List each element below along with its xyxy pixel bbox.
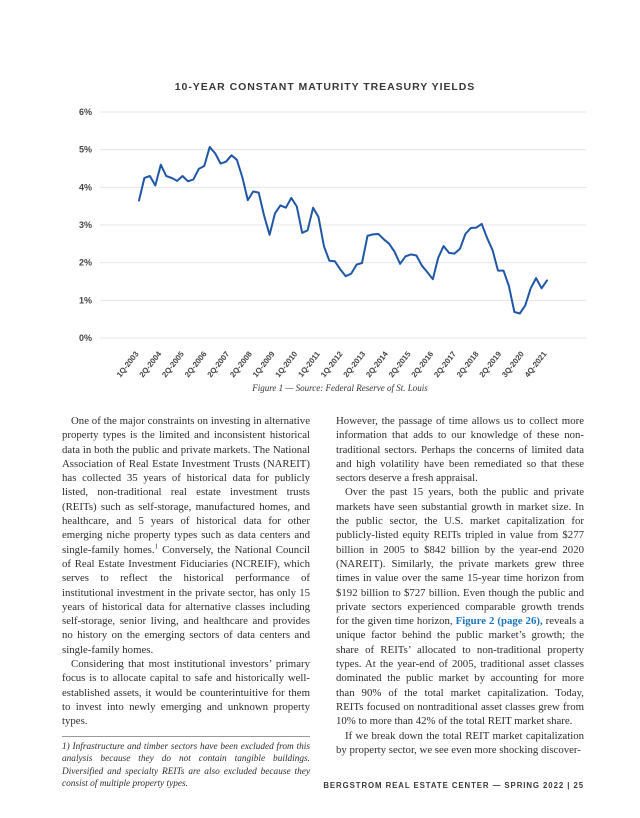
x-tick-label: 2Q-2018: [454, 349, 481, 380]
footnote: 1) Infrastructure and timber sectors have been excluded from this analysis because they do not contain tangible buildings. Diversified and specialty REITs are also excluded because they consist of multiple property types.: [62, 736, 310, 791]
y-tick-label: 6%: [78, 107, 92, 117]
x-tick-label: 2Q-2013: [341, 349, 368, 380]
x-tick-label: 1Q-2011: [296, 349, 322, 379]
paragraph-breakdown: If we break down the total REIT market capitalization by property sector, we see even more shocking discover-: [336, 729, 584, 756]
x-tick-label: 2Q-2005: [160, 349, 186, 380]
y-tick-label: 3%: [78, 220, 92, 230]
x-tick-label: 3Q-2020: [500, 349, 526, 380]
x-tick-label: 2Q-2006: [182, 349, 209, 380]
article-body: [62, 414, 584, 791]
figure-2-link[interactable]: Figure 2 (page 26),: [455, 615, 543, 628]
paragraph-considering: Considering that most institutional investors’ primary focus is to allocate capital to safe and historically well-established assets, it would be counterintuitive for them to invest into newly emerging and unknown property types.: [62, 658, 310, 728]
paragraph-however: However, the passage of time allows us to collect more information that adds to our knowledge of these non-traditional sectors. Perhaps the concerns of limited data and high volatility have been remediated so that these sectors deserve a fresh appraisal.: [336, 415, 584, 485]
y-tick-label: 4%: [78, 182, 92, 193]
paragraph-text: Over the past 15 years, both the public and private markets have seen substantial growth in market size. In the public sector, the U.S. market capitalization for publicly-listed equity REITs tripled in value from $277 billion in 2005 to $842 billion by the year-end 2020 (NAREIT). Similarly, the private markets grew three times in value over the same 15-year time horizon from $192 billion to $727 billion. Even though the public and private sectors experienced comparable growth trends for the given time horizon,: [336, 486, 584, 628]
x-tick-label: 1Q-2012: [318, 349, 345, 380]
y-tick-label: 1%: [78, 295, 92, 306]
chart-title: 10-YEAR CONSTANT MATURITY TREASURY YIELDS: [174, 81, 476, 93]
paragraph-text: One of the major constraints on investing in alternative property types is the limited and inconsistent historical data in both the public and private markets. The National Association of Real Estate Investment Trusts (NAREIT) has collected 35 years of historical data for publicly listed, non-traditional real estate investment trusts (REITs) such as self-storage, manufactured homes, and healthcare, and 5 years of historical data for other emerging niche property types such as data centers and single-family homes.: [62, 415, 310, 556]
x-tick-label: 2Q-2017: [432, 349, 458, 380]
x-tick-label: 2Q-2014: [364, 349, 390, 380]
paragraph-growth: [336, 485, 584, 728]
x-tick-label: 2Q-2007: [205, 349, 232, 380]
figure-caption: Figure 1 — Source: Federal Reserve of St. Louis: [252, 383, 428, 393]
figure-1-section: [0, 0, 640, 405]
x-tick-label: 2Q-2016: [409, 349, 436, 380]
yield-line-series: [139, 147, 547, 314]
left-column: [62, 414, 310, 791]
paragraph-constraints: [62, 414, 310, 657]
x-tick-label: 4Q-2021: [522, 349, 549, 380]
right-column: [336, 414, 584, 791]
y-tick-label: 5%: [78, 144, 92, 155]
x-tick-label: 2Q-2019: [477, 349, 504, 380]
y-tick-label: 0%: [78, 333, 92, 343]
footnote-reference: 1: [154, 542, 159, 551]
paragraph-text: reveals a unique factor behind the public market’s growth; the share of REITs’ allocated to non-traditional property types. At the year-end of 2005, traditional asset classes dominated the public market by accounting for more than 90% of the total market capitalization. Today, REITs focused on nontraditional asset classes grew from 10% to more than 42% of the total REIT market share.: [336, 615, 585, 728]
y-tick-label: 2%: [78, 257, 92, 268]
x-tick-label: 2Q-2015: [386, 349, 413, 380]
page-footer: BERGSTROM REAL ESTATE CENTER — SPRING 2022 | 25: [323, 781, 584, 790]
x-tick-label: 1Q-2003: [114, 349, 141, 380]
paragraph-text: Conversely, the National Council of Real Estate Investment Fiduciaries (NCREIF), which serves to reflect the historical performance of institutional investment in the private sector, has only 15 years of historical data for alternative classes including self-storage, senior living, and healthcare and provides no history on the emerging sectors of data centers and single-family homes.: [62, 543, 310, 656]
x-tick-label: 1Q-2010: [273, 349, 300, 380]
x-tick-label: 2Q-2004: [137, 349, 164, 380]
x-tick-label: 1Q-2009: [250, 349, 277, 380]
treasury-yields-line-chart: [0, 0, 640, 400]
x-tick-label: 2Q-2008: [228, 349, 254, 380]
